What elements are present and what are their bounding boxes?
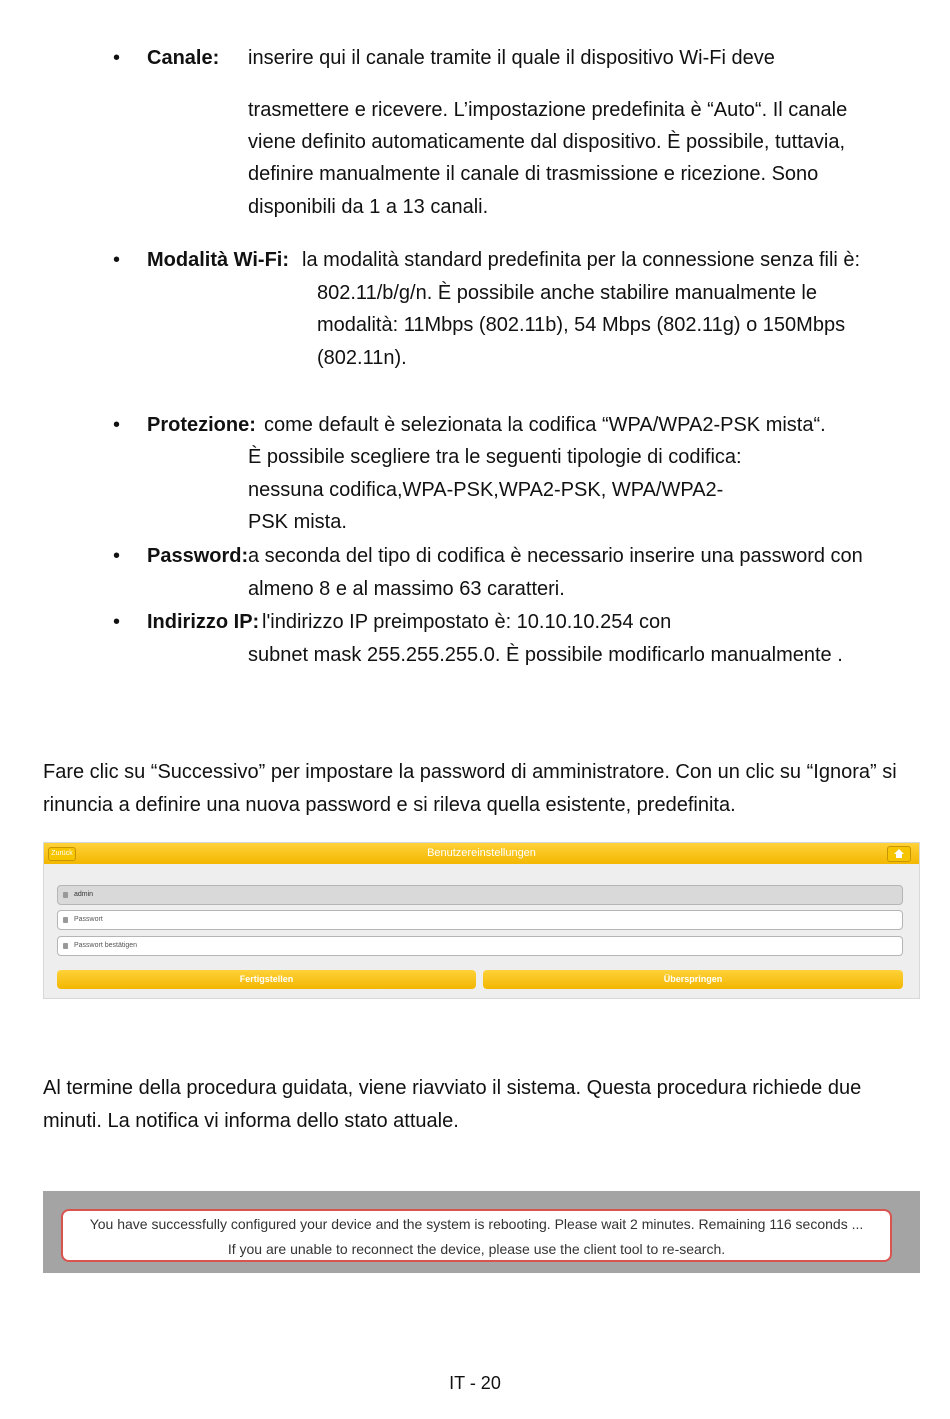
page-number: IT - 20 bbox=[449, 1373, 501, 1393]
definition-line: almeno 8 e al massimo 63 caratteri. bbox=[248, 578, 565, 600]
bullet-dot: • bbox=[113, 249, 121, 271]
bullet-dot: • bbox=[113, 47, 121, 69]
user-settings-screenshot bbox=[43, 842, 920, 999]
definition-line: trasmettere e ricevere. L’impostazione predefinita è “Auto“. Il canale bbox=[248, 99, 848, 121]
paragraph-riavvio: Al termine della procedura guidata, viene riavviato il sistema. Questa procedura richiede due minuti. La notifica vi informa dello stato attuale. bbox=[43, 1077, 862, 1132]
lock-icon bbox=[63, 917, 68, 923]
definition-line: 802.11/b/g/n. È possibile anche stabilire manualmente le bbox=[317, 282, 817, 304]
confirm-password-placeholder: Passwort bestätigen bbox=[74, 942, 138, 949]
definition-line: nessuna codifica,WPA-PSK,WPA2-PSK, WPA/WPA2- bbox=[248, 479, 724, 501]
user-icon bbox=[63, 892, 68, 898]
bullet-dot: • bbox=[113, 414, 121, 436]
definition-line: PSK mista. bbox=[248, 511, 347, 533]
bullet-dot: • bbox=[113, 611, 121, 633]
term-password: Password: bbox=[147, 545, 249, 567]
skip-button[interactable]: Überspringen bbox=[483, 970, 903, 989]
notification-box bbox=[61, 1209, 892, 1262]
definition-line: viene definito automaticamente dal dispositivo. È possibile, tuttavia, bbox=[248, 131, 846, 153]
finish-button[interactable]: Fertigstellen bbox=[57, 970, 476, 989]
lock-icon bbox=[63, 943, 68, 949]
back-button[interactable]: Zurück bbox=[48, 847, 76, 861]
home-icon[interactable] bbox=[887, 846, 911, 862]
confirm-password-field[interactable] bbox=[57, 936, 903, 956]
definition-line: disponibili da 1 a 13 canali. bbox=[248, 196, 489, 218]
term-indirizzo-ip: Indirizzo IP: bbox=[147, 611, 260, 633]
definition-line: come default è selezionata la codifica “WPA/WPA2-PSK mista“. bbox=[264, 414, 826, 436]
definition-line: la modalità standard predefinita per la connessione senza fili è: bbox=[302, 249, 861, 271]
username-field[interactable] bbox=[57, 885, 903, 905]
term-modalita-wifi: Modalità Wi-Fi: bbox=[147, 249, 290, 271]
definition-line: (802.11n). bbox=[317, 347, 407, 369]
definition-line: subnet mask 255.255.255.0. È possibile modificarlo manualmente . bbox=[248, 644, 843, 666]
title-bar bbox=[44, 843, 919, 864]
notification-line-1: You have successfully configured your device and the system is rebooting. Please wait 2 minutes. Remaining 116 seconds ... bbox=[89, 1216, 864, 1232]
notification-line-2: If you are unable to reconnect the device, please use the client tool to re-search. bbox=[227, 1241, 726, 1257]
paragraph-successivo: Fare clic su “Successivo” per impostare la password di amministratore. Con un clic su “Ignora” si rinuncia a definire una nuova password e si rileva quella esistente, predefinita. bbox=[43, 761, 897, 816]
username-value: admin bbox=[74, 891, 94, 898]
screen-title: Benutzereinstellungen bbox=[427, 847, 536, 859]
term-protezione: Protezione: bbox=[147, 414, 256, 436]
password-placeholder: Passwort bbox=[74, 916, 103, 923]
definition-line: definire manualmente il canale di trasmissione e ricezione. Sono bbox=[248, 163, 819, 185]
definition-line: inserire qui il canale tramite il quale il dispositivo Wi-Fi deve bbox=[248, 47, 775, 69]
term-canale: Canale: bbox=[147, 47, 220, 69]
bullet-dot: • bbox=[113, 545, 121, 567]
definition-line: modalità: 11Mbps (802.11b), 54 Mbps (802.11g) o 150Mbps bbox=[317, 314, 846, 336]
definition-line: l'indirizzo IP preimpostato è: 10.10.10.254 con bbox=[262, 611, 672, 633]
definition-line: a seconda del tipo di codifica è necessario inserire una password con bbox=[248, 545, 863, 567]
password-field[interactable] bbox=[57, 910, 903, 930]
definition-line: È possibile scegliere tra le seguenti tipologie di codifica: bbox=[248, 446, 742, 468]
reboot-notification-screenshot bbox=[43, 1191, 920, 1273]
